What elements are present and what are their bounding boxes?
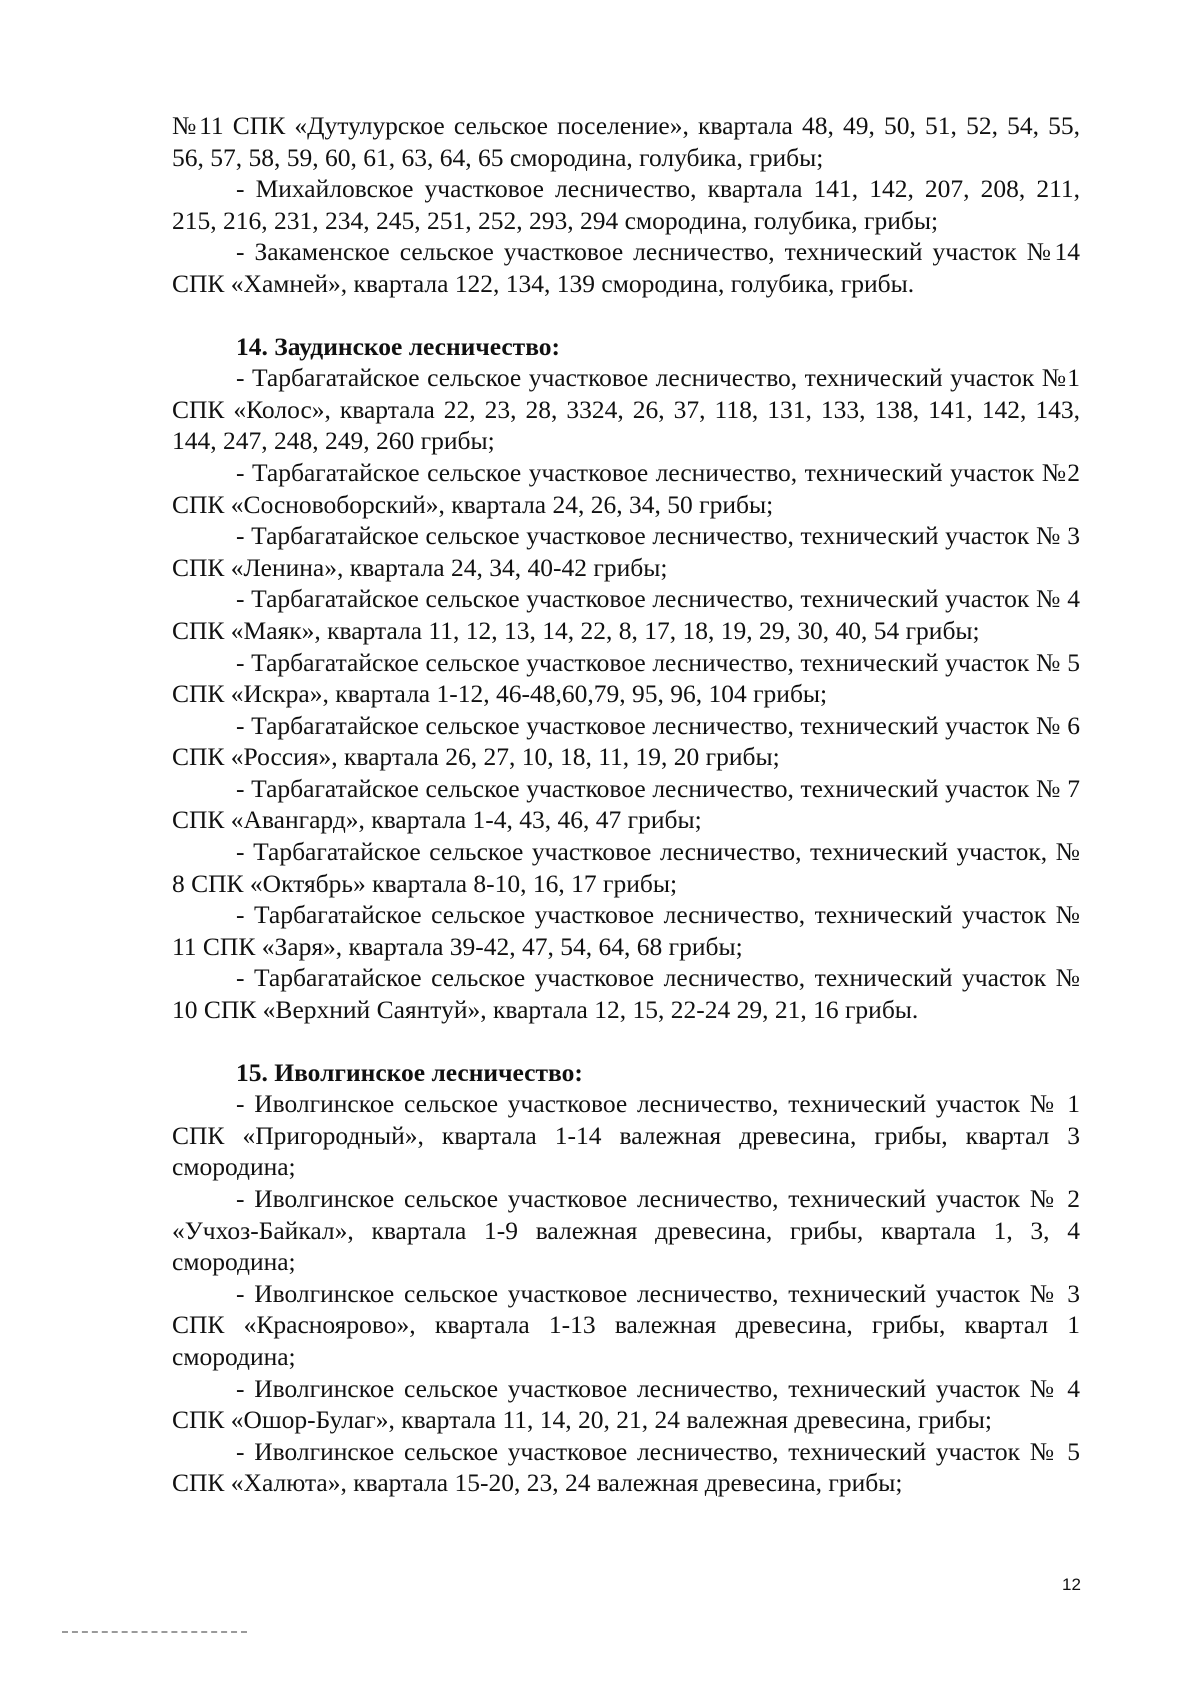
paragraph-intro-1: №11 СПК «Дутулурское сельское поселение», квартала 48, 49, 50, 51, 52, 54, 55, 56, 57, 58, 59, 60, 61, 63, 64, 65 смородина, голубика, грибы; [172, 111, 1080, 172]
section14-item-7: - Тарбагатайское сельское участковое лесничество, технический участок № 7 СПК «Авангард», квартала 1-4, 43, 46, 47 грибы; [172, 773, 1080, 835]
page-number: 12 [1062, 1575, 1081, 1594]
section14-item-3: - Тарбагатайское сельское участковое лесничество, технический участок № 3 СПК «Ленина», квартала 24, 34, 40-42 грибы; [172, 521, 1080, 582]
section-heading-15: 15. Иволгинское лесничество: [236, 1057, 583, 1087]
section-heading-14: 14. Заудинское лесничество: [236, 331, 561, 361]
section14-item-5: - Тарбагатайское сельское участковое лесничество, технический участок № 5 СПК «Искра», квартала 1-12, 46-48,60,79, 95, 96, 104 грибы; [172, 647, 1080, 709]
section15-item-1: - Иволгинское сельское участковое лесничество, технический участок № 1 СПК «Пригородный», квартала 1-14 валежная древесина, грибы, квартал 3 смородина; [172, 1089, 1080, 1182]
section14-item-4: - Тарбагатайское сельское участковое лесничество, технический участок № 4 СПК «Маяк», квартала 11, 12, 13, 14, 22, 8, 17, 18, 19, 29, 30, 40, 54 грибы; [172, 584, 1080, 645]
document-page [172, 110, 1080, 1499]
scan-artifact-line [62, 1631, 247, 1633]
section14-item-2: - Тарбагатайское сельское участковое лесничество, технический участок №2 СПК «Сосновоборский», квартала 24, 26, 34, 50 грибы; [172, 457, 1080, 519]
section15-item-4: - Иволгинское сельское участковое лесничество, технический участок № 4 СПК «Ошор-Булаг», квартала 11, 14, 20, 21, 24 валежная древесина, грибы; [172, 1373, 1080, 1435]
paragraph-intro-3: - Закаменское сельское участковое лесничество, технический участок №14 СПК «Хамней», квартала 122, 134, 139 смородина, голубика, грибы. [172, 237, 1080, 298]
section14-item-9: - Тарбагатайское сельское участковое лесничество, технический участок № 11 СПК «Заря», квартала 39-42, 47, 54, 64, 68 грибы; [172, 900, 1080, 961]
section15-item-2: - Иволгинское сельское участковое лесничество, технический участок № 2 «Учхоз-Байкал», квартала 1-9 валежная древесина, грибы, квартала 1, 3, 4 смородина; [172, 1184, 1080, 1277]
paragraph-intro-2: - Михайловское участковое лесничество, квартала 141, 142, 207, 208, 211, 215, 216, 231, 234, 245, 251, 252, 293, 294 смородина, голубика, грибы; [172, 174, 1080, 235]
section14-item-10: - Тарбагатайское сельское участковое лесничество, технический участок № 10 СПК «Верхний Саянтуй», квартала 12, 15, 22-24 29, 21, 16 грибы. [172, 963, 1080, 1025]
section14-item-8: - Тарбагатайское сельское участковое лесничество, технический участок, № 8 СПК «Октябрь» квартала 8-10, 16, 17 грибы; [172, 837, 1080, 898]
section15-item-5: - Иволгинское сельское участковое лесничество, технический участок № 5 СПК «Халюта», квартала 15-20, 23, 24 валежная древесина, грибы; [172, 1436, 1080, 1498]
section14-item-1: - Тарбагатайское сельское участковое лесничество, технический участок №1 СПК «Колос», квартала 22, 23, 28, 3324, 26, 37, 118, 131, 133, 138, 141, 142, 143, 144, 247, 248, 249, 260 грибы; [172, 363, 1080, 456]
section15-item-3: - Иволгинское сельское участковое лесничество, технический участок № 3 СПК «Красноярово», квартала 1-13 валежная древесина, грибы, квартал 1 смородина; [172, 1278, 1080, 1371]
section14-item-6: - Тарбагатайское сельское участковое лесничество, технический участок № 6 СПК «Россия», квартала 26, 27, 10, 18, 11, 19, 20 грибы; [172, 710, 1080, 772]
